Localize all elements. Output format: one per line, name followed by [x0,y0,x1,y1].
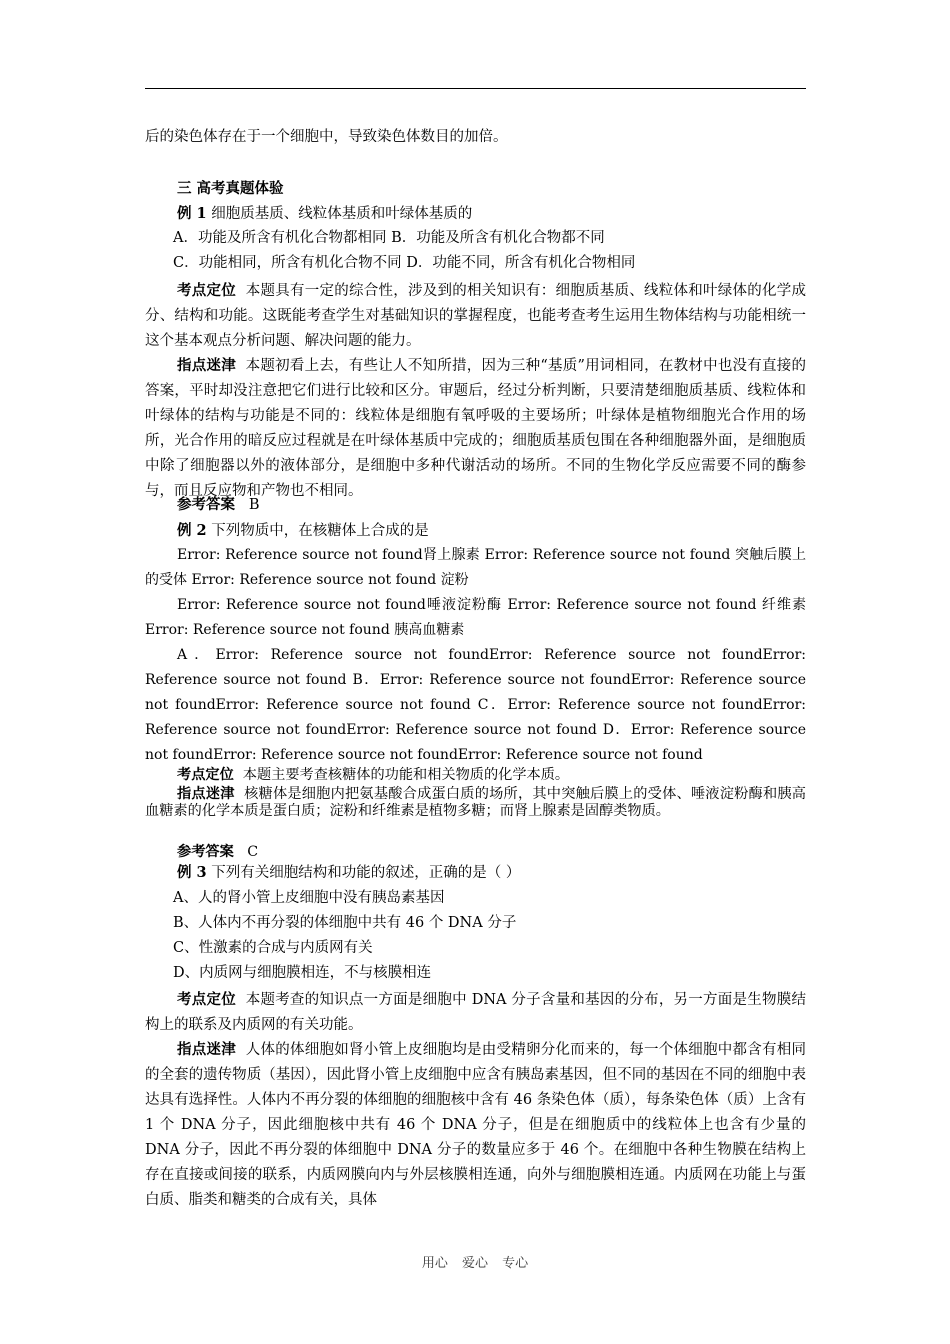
zhidian-text: 人体的体细胞如肾小管上皮细胞均是由受精卵分化而来的，每一个体细胞中都含有相同的全套的遗传物质（基因），因此肾小管上皮细胞中应含有胰岛素基因，但不同的基因在不同的细胞中表达具有选择性。人体内不再分裂的体细胞的细胞核中含有 46 条染色体（质），每条染色体（质）上含有 1 个 DNA 分子，因此细胞核中共有 46 个 DNA 分子，但是在细胞质中的线粒体上也含有少量的 DNA 分子，因此不再分裂的体细胞中 DNA 分子的数量应多于 46 个。在细胞中各种生物膜在结构上存在直接或间接的联系，内质网膜向内与外层核膜相连通，向外与细胞膜相连通。内质网在功能上与蛋白质、脂类和糖类的合成有关，具体 [145,1042,807,1208]
example-3-question [145,860,806,886]
kaodian-label: 考点定位 [177,991,236,1008]
example-2-kaodian [145,767,806,784]
example-3-option-b: B、人体内不再分裂的体细胞中共有 46 个 DNA 分子 [173,915,517,931]
answer-value: B [248,497,260,513]
zhidian-text: 本题初看上去，有些让人不知所措，因为三种“基质”用词相同，在教材中也没有直接的答案，平时却没注意把它们进行比较和区分。审题后，经过分析判断，只要清楚细胞质基质、线粒体和叶绿体的结构与功能是不同的：线粒体是细胞有氧呼吸的主要场所；叶绿体是植物细胞光合作用的场所，光合作用的暗反应过程就是在叶绿体基质中完成的；细胞质基质包围在各种细胞器外面，是细胞质中除了细胞器以外的液体部分，是细胞中多种代谢活动的场所。不同的生物化学反应需要不同的酶参与，而且反应物和产物也不相同。 [145,358,807,499]
kaodian-text: 本题具有一定的综合性，涉及到的相关知识有：细胞质基质、线粒体和叶绿体的化学成分、结构和功能。这既能考查学生对基础知识的掌握程度，也能考查考生运用生物体结构与功能相统一这个基本观点分析问题、解决问题的能力。 [145,283,807,349]
example-1-zhidian [145,353,806,504]
example-3-question-text: 下列有关细胞结构和功能的叙述，正确的是（ ） [211,865,521,881]
example-3-kaodian [145,987,806,1038]
example-2-question [145,518,806,544]
continued-text: 后的染色体存在于一个细胞中，导致染色体数目的加倍。 [145,129,508,145]
section-title: 三 高考真题体验 [177,180,284,197]
example-1-question-text: 细胞质基质、线粒体基质和叶绿体基质的 [211,206,473,222]
example-1-question [145,201,806,227]
example-3-option-a: A、人的肾小管上皮细胞中没有胰岛素基因 [173,890,445,906]
example-2-items-2: Error: Reference source not found唾液淀粉酶 Error: Reference source not found 纤维素 Error: Reference source not found 胰高血糖素 [145,597,806,638]
example-1-label: 例 1 [177,205,207,222]
page-footer: 用心 爱心 专心 [421,1256,529,1271]
example-3-option-d: D、内质网与细胞膜相连，不与核膜相连 [173,965,432,981]
example-1-options-ab: A．功能及所含有机化合物都相同 B．功能及所含有机化合物都不同 [173,230,605,246]
example-3-option-c: C、性激素的合成与内质网有关 [173,940,373,956]
example-1-kaodian [145,278,806,354]
answer-value: C [247,844,259,860]
example-2-zhidian [145,786,806,819]
zhidian-label: 指点迷津 [177,357,236,374]
example-2-label: 例 2 [177,522,207,539]
kaodian-label: 考点定位 [177,767,234,783]
example-2-items-1: Error: Reference source not found肾上腺素 Error: Reference source not found 突触后膜上的受体 Error: Reference source not found 淀粉 [145,547,806,588]
example-1-options-cd: C．功能相同，所含有机化合物不同 D．功能不同，所含有机化合物相同 [173,255,636,271]
zhidian-label: 指点迷津 [177,786,235,802]
example-2-options: A．Error: Reference source not foundError: Reference source not foundError: Reference source not found B．Error: Reference source not foundError: Reference source not foundError: Reference source not found C．Error: Reference source not foundError: Reference source not foundError: Reference source not found D．Error: Reference source not foundError: Reference source not foundError: Reference source not found [145,647,806,763]
header-rule [145,88,806,89]
zhidian-text: 核糖体是细胞内把氨基酸合成蛋白质的场所，其中突触后膜上的受体、唾液淀粉酶和胰高血糖素的化学本质是蛋白质；淀粉和纤维素是植物多糖；而肾上腺素是固醇类物质。 [145,786,806,819]
example-1-answer [145,494,806,516]
answer-label: 参考答案 [177,496,235,513]
example-3-zhidian [145,1037,806,1213]
kaodian-label: 考点定位 [177,282,237,299]
kaodian-text: 本题考查的知识点一方面是细胞中 DNA 分子含量和基因的分布，另一方面是生物膜结构上的联系及内质网的有关功能。 [145,992,807,1033]
example-2-question-text: 下列物质中，在核糖体上合成的是 [211,523,429,539]
zhidian-label: 指点迷津 [177,1041,237,1058]
answer-label: 参考答案 [177,844,234,860]
kaodian-text: 本题主要考查核糖体的功能和相关物质的化学本质。 [242,767,570,783]
example-2-answer [145,844,806,861]
example-3-label: 例 3 [177,864,207,881]
